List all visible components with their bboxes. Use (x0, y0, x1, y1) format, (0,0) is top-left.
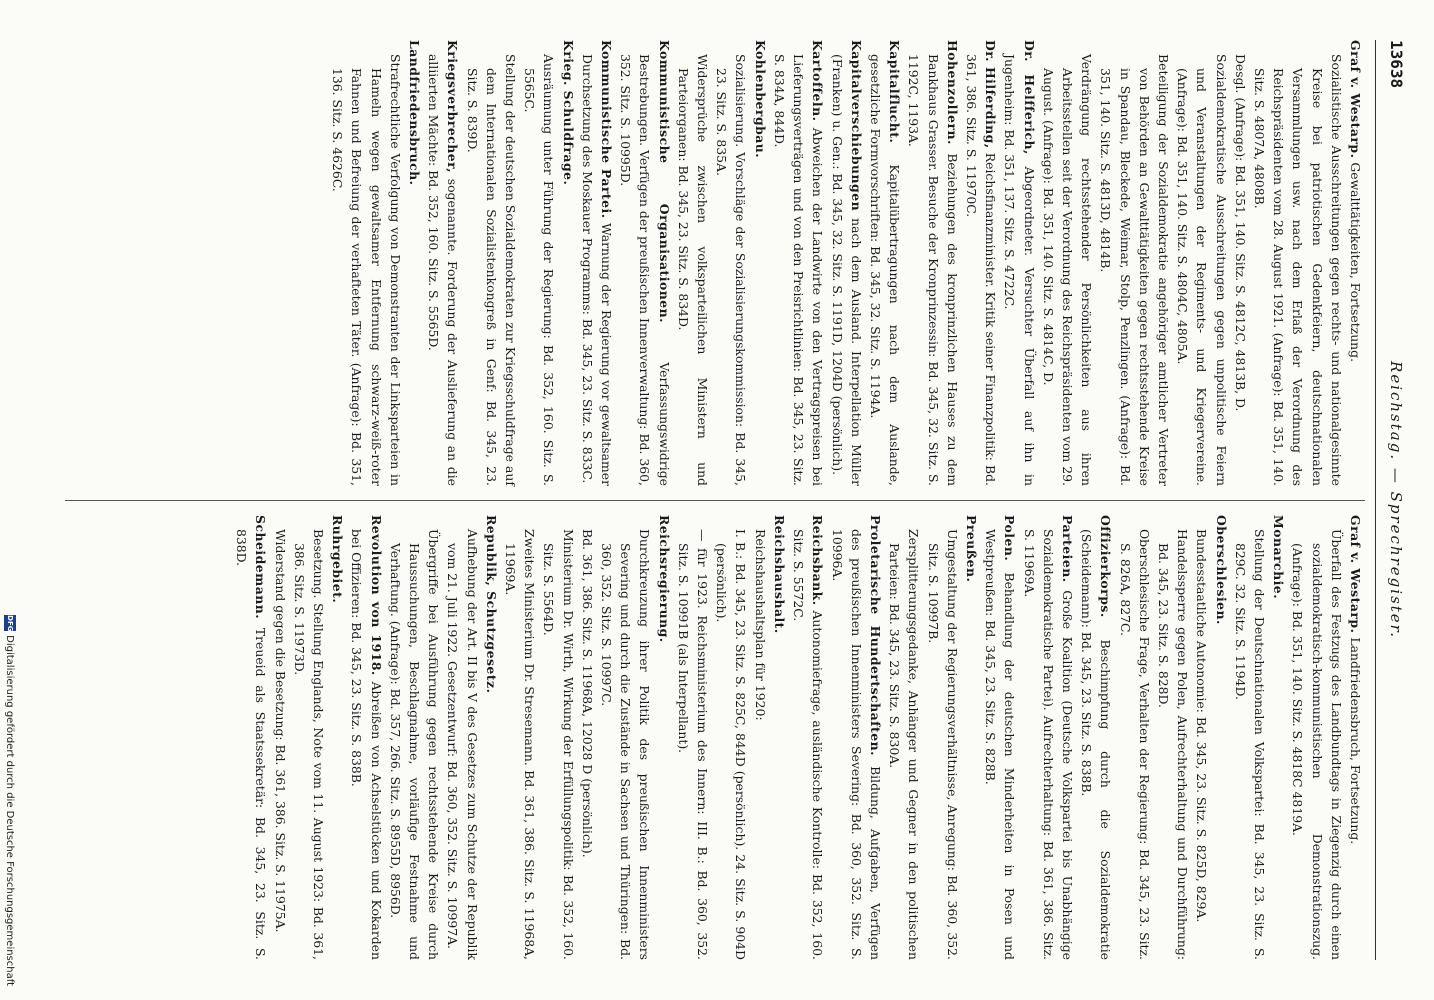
index-entry (501, 515, 539, 960)
dfg-logo: DFG (6, 615, 14, 632)
index-entry (424, 40, 462, 486)
index-entry (770, 515, 789, 960)
entry-text: Sozialistische Ausschreitungen gegen rechts- und nationalgesinnte Kreise bei patriotischen Gedenkfeiern, deutschnationalen Versammlungen usw. nach dem Erlaß der Verordnung des Reichspräsidenten vom 28. August 1921. (Anfrage): Bd. 351, 140. Sitz. S. 4807A, 4808B. (1251, 54, 1344, 486)
entry-keyword: Monarchie. (1271, 515, 1287, 600)
entry-text: Ministerium Dr. Wirth, Wirkung der Erfüllungspolitik: Bd. 352, 160. Sitz. S. 5564D. (541, 529, 576, 960)
entry-text: Stellung der deutschen Sozialdemokraten zur Kriegsschuldfrage auf dem Internationalen Sozialistenkongreß in Genf: Bd. 345, 23. Sitz. S. 839D. (464, 54, 519, 486)
entry-text: Überfall des Festzugs des Landbundtags in Ziegenzig durch einen sozialdemokratisch-kommunistischen Demonstrationszug. (Anfrage): Bd. 351, 140. Sitz. S. 4818C 4819A. (1290, 529, 1344, 960)
entry-text: Ausräumung unter Führung der Regierung: Bd. 352, 160. Sitz. S. 5565C. (522, 54, 557, 486)
index-entry (827, 40, 865, 486)
index-entry (712, 515, 750, 960)
entry-keyword: Kommunistische Organisationen. (656, 40, 672, 323)
index-entry (462, 40, 520, 486)
entry-text: Beschimpfung durch die Sozialdemokratie (Scheidemann): Bd. 345, 23. Sitz. S. 838B. (1079, 529, 1114, 960)
entry-text: Handelssperre gegen Polen, Aufrechterhaltung und Durchführung: Bd. 345, 23. Sitz. S. 828D. (1155, 529, 1191, 960)
entry-keyword: Hohenzollern. (944, 40, 960, 145)
credit-text: Digitalisierung gefördert durch die Deutsche Forschungsgemeinschaft (4, 635, 16, 986)
page-number: 13638 (1387, 40, 1406, 89)
entry-text: Reichsfinanzminister. Kritik seiner Finanzpolitik: Bd. 361, 386. Sitz. S. 11970C. (963, 54, 999, 486)
entry-text: Übergriffe bei Ausführung gegen rechtsstehende Kreise durch Haussuchungen, Beschlagnahme, vorläufige Festnahme und Verhaftung. (Anfrage): Bd. 357, 266. Sitz. S. 8955D, 8956D. (387, 529, 442, 960)
entry-keyword: Oberschlesien. (1213, 515, 1229, 625)
index-entry (558, 40, 577, 486)
entry-text: Zweites Ministerium Dr. Stresemann. Bd. 361, 386. Sitz. S. 11968A, 11969A. (503, 529, 538, 960)
entry-text: Verdrängung rechtsstehender Persönlichkeiten aus ihren Arbeitsstellen seit der Verordnung des Reichspräsidenten vom 29. August. (Anfrage): Bd. 351, 140. Sitz. S. 4814C, D. (1040, 54, 1095, 486)
entry-text: Bundesstaatliche Autonomie: Bd. 345, 23. Sitz. S. 825D, 829A. (1194, 529, 1210, 923)
entry-text: Abgeordneter. Versuchter Überfall auf ihn in Jugenheim: Bd. 351, 137. Sitz. S. 4722C. (1002, 54, 1037, 486)
entry-keyword: Reichshaushalt. (771, 515, 787, 634)
entry-keyword: Reichsregierung. (656, 515, 672, 643)
entry-text: Zersplitterungsgedanke, Anhänger und Gegner in den politischen Parteien: Bd. 345, 23. Sitz. S. 830A. (887, 529, 922, 960)
index-entry (1231, 515, 1269, 960)
index-entry (751, 515, 770, 960)
entry-text: Bd. 361, 386. Sitz. S. 11968A, 12028 D (persönlich). (579, 529, 595, 858)
index-entry (654, 515, 673, 960)
index-entry (1269, 515, 1288, 960)
entry-keyword: Republik, Schutzgesetz. (483, 515, 499, 694)
index-entry (597, 515, 655, 960)
index-entry (1211, 515, 1230, 960)
entry-text: Warnung der Regierung vor gewaltsamer Durchsetzung des Moskauer Programms: Bd. 345, 23. Sitz. S. 833C. (579, 54, 615, 486)
entry-keyword: Kriegsverbrecher, (445, 40, 461, 174)
entry-keyword: Kommunistische Partei. (599, 40, 615, 219)
entry-text: Kapitalübertragungen nach dem Auslande, gesetzliche Formvorschriften: Bd. 345, 32. Sitz. S. 1194A. (867, 54, 903, 486)
index-entry (1231, 40, 1250, 486)
entry-keyword: Kapitalverschiebungen (848, 40, 864, 212)
index-entry (770, 40, 828, 486)
index-entry (616, 40, 674, 486)
index-entry (866, 40, 904, 486)
index-entry (923, 515, 961, 960)
index-entry (386, 515, 444, 960)
index-entry (578, 40, 616, 486)
entry-keyword: Revolution von 1918. (368, 515, 384, 676)
left-column (65, 40, 1365, 500)
entry-keyword: Proletarische Hundertschaften. (867, 515, 883, 756)
entry-text: Verfassungswidrige Bestrebungen. Verfügen der preußischen Innenverwaltung: Bd. 360, 352. Sitz. S. 10995D. (618, 54, 672, 486)
index-entry (232, 515, 270, 960)
entry-keyword: Polen. (1002, 515, 1018, 562)
index-entry (1039, 40, 1097, 486)
entry-text: Treueid als Staatssekretär: Bd. 345, 23. Sitz. S. 838D. (234, 529, 269, 960)
entry-text: Widersprüche zwischen volksparteilichen Ministern und Parteiorganen: Bd. 345, 23. Sitz. S. 834D. (675, 54, 711, 486)
index-entry (578, 515, 597, 960)
entry-keyword: Scheidemann. (253, 515, 269, 620)
index-entry (1077, 515, 1115, 960)
entry-text: Große Koalition (Deutsche Volkspartei bis Unabhängige Sozialdemokratische Partei). Aufrechterhaltung: Bd. 361, 386. Sitz. S. 11969A. (1021, 529, 1075, 960)
index-entry (290, 515, 328, 960)
index-entry (1250, 40, 1346, 486)
index-entry (674, 40, 712, 486)
index-entry (712, 40, 750, 486)
header-rule (1375, 40, 1376, 960)
entry-text: Umgestaltung der Regierungsverhältnisse, Anregung: Bd. 360, 352. Sitz. S. 10997B. (925, 529, 960, 960)
entry-text: Reichshaushaltsplan für 1920: (752, 529, 768, 721)
entry-text: Aufhebung der Art. II bis V des Gesetzes zum Schutze der Republik vom 21. Juli 1922. Gesetzentwurf: Bd. 360, 352. Sitz. S. 10997A. (445, 529, 480, 960)
entry-text: Abreißen von Achselstücken und Kokarden bei Offizieren: Bd. 345, 23. Sitz. S. 838B. (349, 529, 384, 960)
index-entry (328, 515, 347, 960)
running-title: Reichstag. — Sprechregister. (1387, 361, 1405, 639)
index-entry (1173, 40, 1231, 486)
index-entry (962, 515, 981, 960)
entry-text: Desgl. (Anfrage): Bd. 351, 140. Sitz. S. 4812C, 4813B, D. (1232, 54, 1248, 412)
entry-keyword: Parteien. (1059, 515, 1075, 583)
entry-text: I. B.: Bd. 345, 23. Sitz. S. 825C, 844D (persönlich). 24. Sitz. S. 904D (persönlich). (714, 529, 749, 960)
entry-text: Gewalttätigkeiten, Fortsetzung. (1348, 162, 1363, 363)
index-entry (751, 40, 770, 486)
entry-keyword: Reichsbank. (810, 515, 826, 606)
index-entry (1346, 40, 1365, 486)
entry-text: — für 1923. Reichsministerium des Innern: III. B.: Bd. 360, 352. Sitz. S. 10991B (als Interpellant). (675, 529, 711, 960)
index-entry (328, 40, 405, 486)
index-entry (520, 40, 558, 486)
index-columns (65, 40, 1365, 960)
entry-text: Oberschlesische Frage, Verhalten der Regierung: Bd. 345, 23. Sitz. S. 826A, 827C. (1117, 529, 1152, 960)
index-entry (962, 40, 1000, 486)
index-entry (1192, 515, 1211, 960)
entry-text: Sozialdemokratische Ausschreitungen gegen unpolitische Feiern und Veranstaltungen der Regiments- und Kriegervereine. (Anfrage): Bd. 351, 140. Sitz. S. 4804C, 4805A. (1175, 54, 1229, 486)
entry-text: sogenannte. Forderung der Auslieferung an die alliierten Mächte: Bd. 352, 160. Sitz. S. 5565D. (426, 54, 461, 486)
index-entry (1115, 515, 1153, 960)
entry-text: Autonomiefrage, ausländische Kontrolle: Bd. 352, 160. Sitz. S. 5572C. (791, 529, 826, 960)
index-entry (1019, 515, 1077, 960)
digitization-credit (0, 0, 20, 1000)
index-entry (827, 515, 885, 960)
index-entry (405, 40, 424, 486)
entry-keyword: Kohlenbergbau. (752, 40, 768, 159)
index-entry (270, 515, 289, 960)
page-header (1380, 40, 1406, 960)
index-entry (482, 515, 501, 960)
entry-keyword: Krieg. Schuldfrage. (560, 40, 576, 186)
index-entry (789, 515, 827, 960)
index-entry (674, 515, 712, 960)
index-entry (1154, 515, 1192, 960)
entry-keyword: Dr. Helfferich, (1021, 40, 1037, 155)
index-entry (443, 515, 481, 960)
entry-text: Beteiligung der Sozialdemokratie angehöriger amtlicher Vertreter von Behörden an Gewalttätigkeiten gegen rechtsstehende Kreise in Spandau, Bleckede, Weimar, Stolp, Penzlingen. (Anfrage): Bd. 351, 140. Sitz. S. 4813D, 4814B. (1098, 54, 1171, 486)
index-entry (885, 515, 923, 960)
index-entry (1346, 515, 1365, 960)
entry-keyword: Graf v. Westarp. (1348, 40, 1363, 159)
entry-keyword: Offizierkorps. (1098, 515, 1114, 618)
index-entry (981, 515, 1019, 960)
index-entry (1096, 40, 1173, 486)
index-entry (347, 515, 385, 960)
entry-keyword: Preußen. (963, 515, 979, 583)
index-entry (1288, 515, 1346, 960)
entry-keyword: Graf v. Westarp. (1348, 515, 1363, 634)
entry-text: Durchkreuzung ihrer Politik des preußischen Innenministers Severing und durch die Zustände in Sachsen und Thüringen: Bd. 360, 352. Sitz. S. 10997C. (599, 529, 653, 960)
entry-text: Widerstand gegen die Besetzung: Bd. 361, 386. Sitz. S. 11975A. (272, 529, 288, 933)
right-column (65, 500, 1365, 960)
entry-keyword: Kapitalflucht. (887, 40, 903, 144)
entry-keyword: Landfriedensbruch. (407, 40, 423, 186)
entry-text: Stellung der Deutschnationalen Volkspartei: Bd. 345, 23. Sitz. S. 829C. 32. Sitz. S. 1194D. (1232, 529, 1267, 960)
index-entry (539, 515, 577, 960)
entry-text: Sozialisierung. Vorschläge der Sozialisierungskommission: Bd. 345, 23. Sitz. S. 835A. (714, 54, 749, 486)
index-entry (1000, 40, 1038, 486)
entry-text: Strafrechtliche Verfolgung von Demonstranten der Linksparteien in Hameln wegen gewaltsamer Entfernung schwarz-weiß-roter Fahnen und Befreiung der verhafteten Täter. (Anfrage): Bd. 351, 136. Sitz. S. 4626C. (330, 54, 403, 486)
entry-text: Landfriedensbruch, Fortsetzung. (1348, 637, 1363, 845)
entry-keyword: Dr. Hilferding, (983, 40, 999, 149)
entry-text: Behandlung der deutschen Minderheiten in Posen und Westpreußen: Bd. 345, 23. Sitz. S. 828B. (983, 529, 1018, 960)
entry-text: Beziehungen des kronprinzlichen Hauses zu dem Bankhaus Grasser. Besuche der Kronprinzessin: Bd. 345, 32. Sitz. S. 1192C, 1193A. (906, 54, 960, 486)
entry-text: nach dem Ausland. Interpellation Müller (Franken) u. Gen.: Bd. 345, 32. Sitz. S. 1191D, 1204D (persönlich). (829, 54, 864, 486)
entry-text: Abweichen der Landwirte von den Vertragspreisen bei Lieferungsverträgen und von den Preisrichtlinien: Bd. 345, 23. Sitz. S. 834A, 844D. (771, 54, 826, 486)
entry-keyword: Ruhrgebiet. (330, 515, 346, 604)
entry-text: Bildung, Aufgaben, Verfügen des preußischen Innenministers Severing: Bd. 360, 352. Sitz. S. 10996A. (829, 529, 883, 960)
entry-text: Besetzung. Stellung Englands, Note vom 11. August 1923: Bd. 361, 386. Sitz. S. 11973D. (291, 529, 327, 960)
index-entry (904, 40, 962, 486)
entry-keyword: Kartoffeln. (810, 40, 826, 122)
